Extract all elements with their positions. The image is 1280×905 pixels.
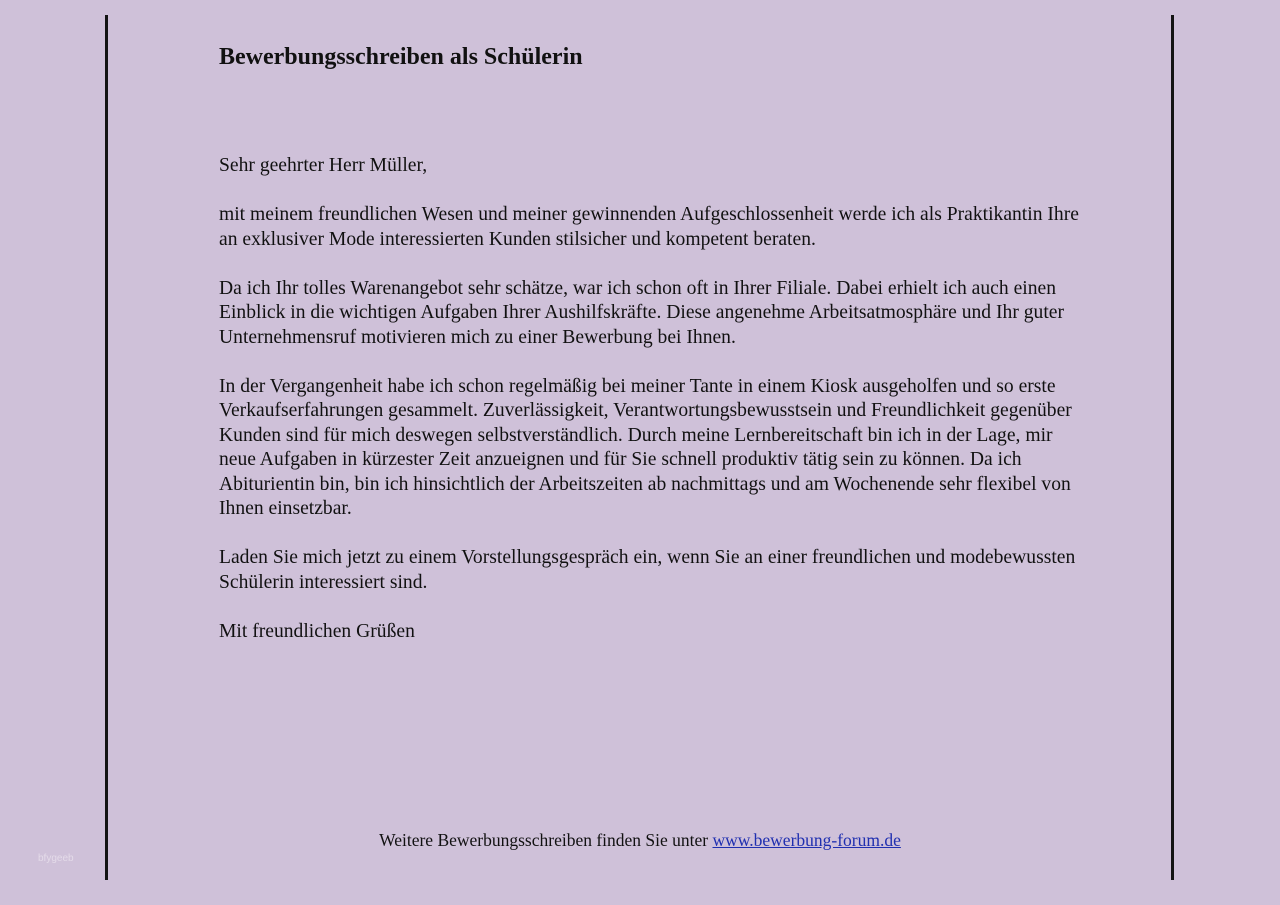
paragraph-2: Da ich Ihr tolles Warenangebot sehr schätze, war ich schon oft in Ihrer Filiale. Dabei erhielt ich auch einen Einblick in die wichtigen Aufgaben Ihrer Aushilfskräfte. Diese angenehme Arbeitsatmosphäre und Ihr guter Unternehmensruf motivieren mich zu einer Bewerbung bei Ihnen.	[219, 277, 1064, 348]
footer	[0, 829, 1280, 851]
document-title: Bewerbungsschreiben als Schülerin	[219, 44, 583, 70]
letter-body	[219, 154, 1089, 644]
paragraph-3: In der Vergangenheit habe ich schon regelmäßig bei meiner Tante in einem Kiosk ausgeholfen und so erste Verkaufserfahrungen gesammelt. Zuverlässigkeit, Verantwortungsbewusstsein und Freundlichkeit gegenüber Kunden sind für mich deswegen selbstverständlich. Durch meine Lernbereitschaft bin ich in der Lage, mir neue Aufgaben in kürzester Zeit anzueignen und für Sie schnell produktiv tätig sein zu können. Da ich Abiturientin bin, bin ich hinsichtlich der Arbeitszeiten ab nachmittags und am Wochenende sehr flexibel von Ihnen einsetzbar.	[219, 375, 1072, 519]
footer-link[interactable]: www.bewerbung-forum.de	[712, 830, 901, 850]
watermark: bfygeeb	[38, 853, 74, 864]
footer-text: Weitere Bewerbungsschreiben finden Sie unter	[379, 830, 713, 850]
right-border-rule	[1171, 15, 1174, 880]
closing: Mit freundlichen Grüßen	[219, 620, 415, 642]
paragraph-4: Laden Sie mich jetzt zu einem Vorstellungsgespräch ein, wenn Sie an einer freundlichen und modebewussten Schülerin interessiert sind.	[219, 547, 1076, 593]
salutation: Sehr geehrter Herr Müller,	[219, 155, 428, 176]
paragraph-1: mit meinem freundlichen Wesen und meiner gewinnenden Aufgeschlossenheit werde ich als Praktikantin Ihre an exklusiver Mode interessierten Kunden stilsicher und kompetent beraten.	[219, 204, 1079, 250]
left-border-rule	[105, 15, 108, 880]
